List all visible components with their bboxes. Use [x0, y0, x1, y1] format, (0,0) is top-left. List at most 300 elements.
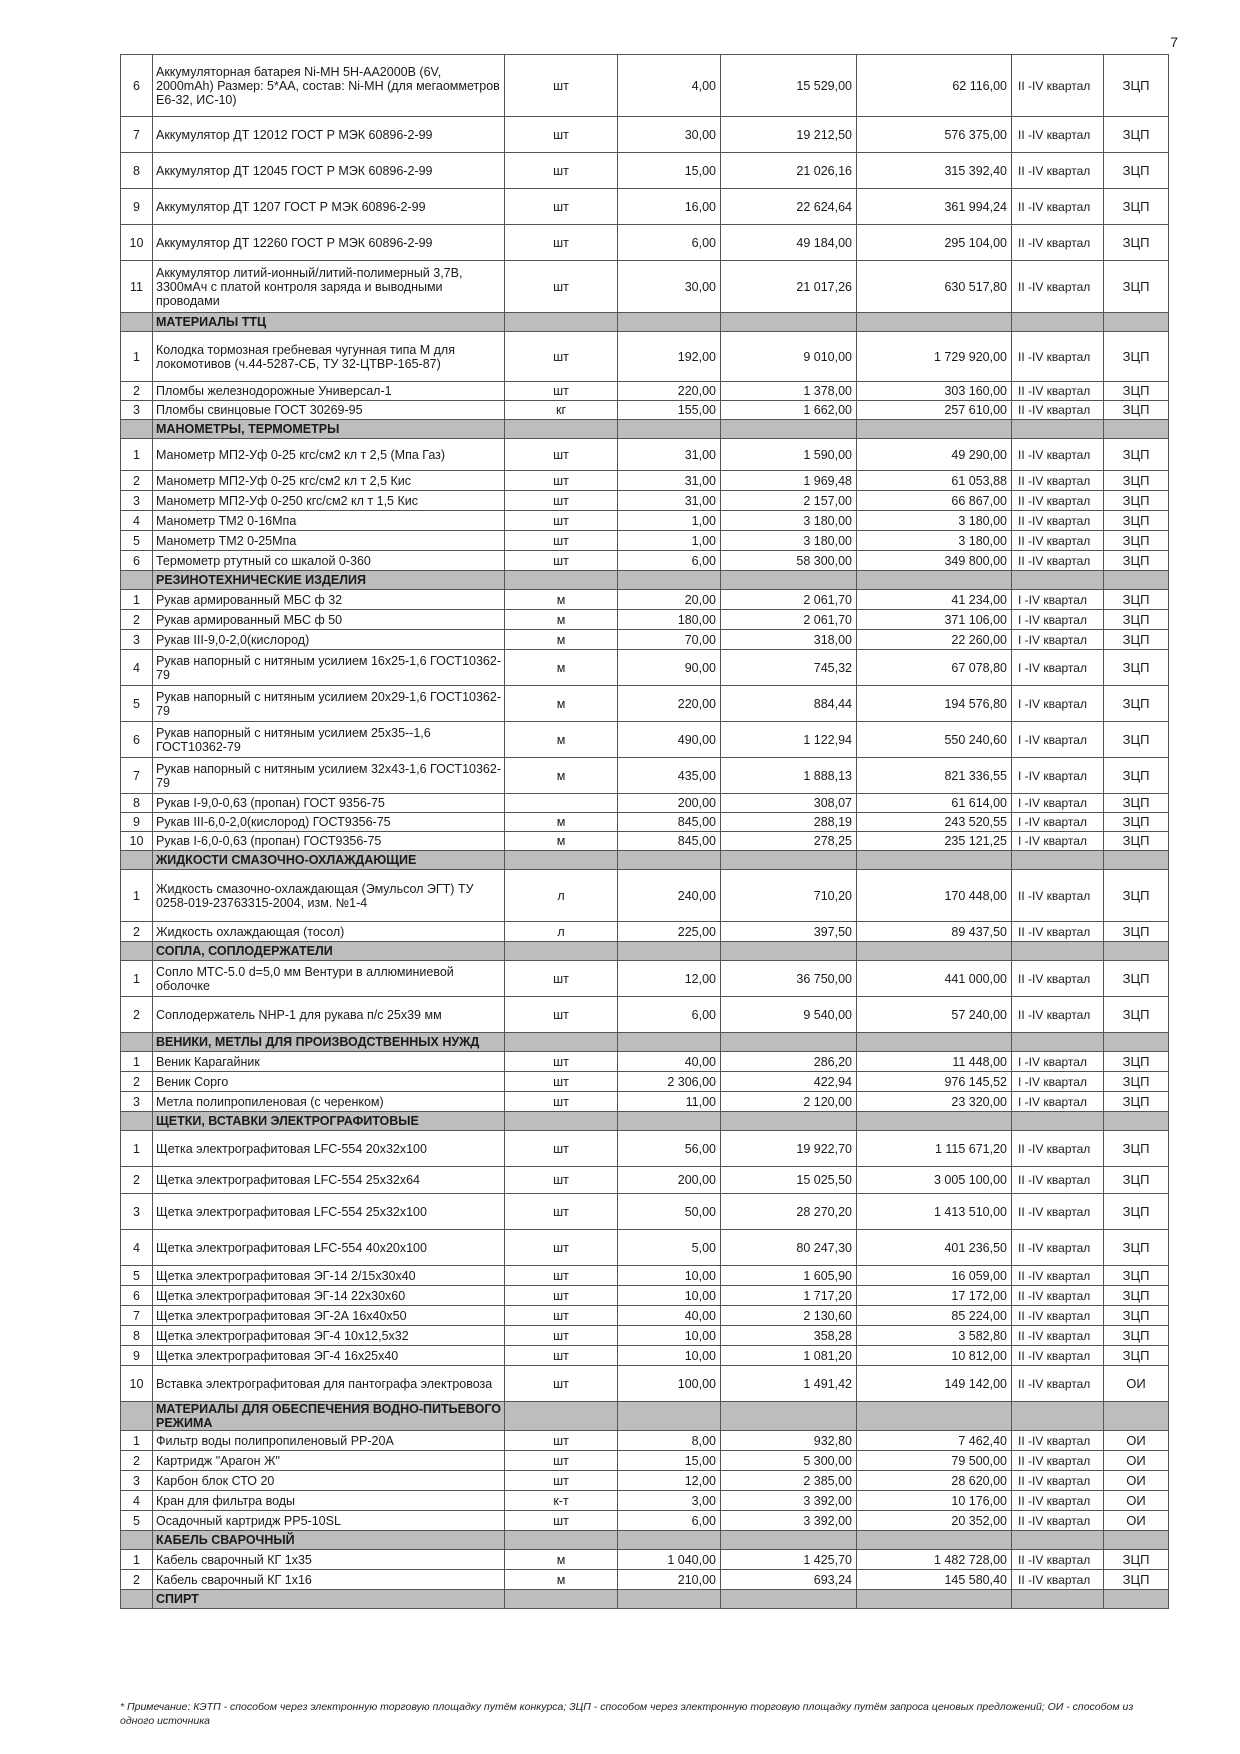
row-number: 10 [121, 832, 153, 851]
procurement-method: ЗЦП [1104, 590, 1169, 610]
total-sum: 1 729 920,00 [857, 332, 1012, 382]
total-sum: 41 234,00 [857, 590, 1012, 610]
item-name: Рукав напорный с нитяным усилием 16х25-1,6 ГОСТ10362-79 [153, 650, 505, 686]
table-row [121, 722, 1169, 758]
quantity: 31,00 [618, 439, 721, 471]
unit: м [505, 650, 618, 686]
quantity: 10,00 [618, 1266, 721, 1286]
total-sum: 630 517,80 [857, 261, 1012, 313]
item-name: Рукав армированный МБС ф 32 [153, 590, 505, 610]
section-empty-cell [857, 571, 1012, 590]
row-number: 4 [121, 511, 153, 531]
section-empty-cell [1012, 420, 1104, 439]
delivery-period: II -IV квартал [1012, 1131, 1104, 1167]
total-sum: 295 104,00 [857, 225, 1012, 261]
delivery-period: I -IV квартал [1012, 794, 1104, 813]
row-number: 11 [121, 261, 153, 313]
delivery-period: II -IV квартал [1012, 1346, 1104, 1366]
quantity: 200,00 [618, 794, 721, 813]
delivery-period: II -IV квартал [1012, 1431, 1104, 1451]
procurement-method: ЗЦП [1104, 511, 1169, 531]
quantity: 15,00 [618, 1451, 721, 1471]
table-row [121, 439, 1169, 471]
delivery-period: II -IV квартал [1012, 332, 1104, 382]
total-sum: 145 580,40 [857, 1570, 1012, 1590]
section-empty-cell [721, 420, 857, 439]
item-name: Фильтр воды полипропиленовый PP-20A [153, 1431, 505, 1451]
table-row [121, 758, 1169, 794]
total-sum: 1 413 510,00 [857, 1194, 1012, 1230]
delivery-period: II -IV квартал [1012, 491, 1104, 511]
procurement-method: ЗЦП [1104, 1230, 1169, 1266]
total-sum: 20 352,00 [857, 1511, 1012, 1531]
unit-price: 1 378,00 [721, 382, 857, 401]
unit-price: 358,28 [721, 1326, 857, 1346]
delivery-period: II -IV квартал [1012, 551, 1104, 571]
procurement-method: ЗЦП [1104, 225, 1169, 261]
procurement-method: ЗЦП [1104, 870, 1169, 922]
item-name: Аккумулятор литий-ионный/литий-полимерный 3,7В, 3300мАч с платой контроля заряда и выводными проводами [153, 261, 505, 313]
delivery-period: II -IV квартал [1012, 117, 1104, 153]
unit: шт [505, 1326, 618, 1346]
unit-price: 9 540,00 [721, 997, 857, 1033]
item-name: Термометр ртутный со шкалой 0-360 [153, 551, 505, 571]
item-name: Аккумулятор ДТ 12012 ГОСТ Р МЭК 60896-2-99 [153, 117, 505, 153]
delivery-period: II -IV квартал [1012, 55, 1104, 117]
total-sum: 170 448,00 [857, 870, 1012, 922]
quantity: 90,00 [618, 650, 721, 686]
procurement-method: ЗЦП [1104, 55, 1169, 117]
procurement-method: ЗЦП [1104, 1570, 1169, 1590]
item-name: Веник Карагайник [153, 1052, 505, 1072]
section-spacer-cell [121, 571, 153, 590]
unit: кг [505, 401, 618, 420]
section-title: РЕЗИНОТЕХНИЧЕСКИЕ ИЗДЕЛИЯ [153, 571, 505, 590]
table-row [121, 153, 1169, 189]
section-empty-cell [505, 851, 618, 870]
unit: шт [505, 1511, 618, 1531]
quantity: 56,00 [618, 1131, 721, 1167]
section-empty-cell [618, 313, 721, 332]
item-name: Щетка электрографитовая ЭГ-2А 16х40х50 [153, 1306, 505, 1326]
delivery-period: II -IV квартал [1012, 1491, 1104, 1511]
quantity: 2 306,00 [618, 1072, 721, 1092]
row-number: 1 [121, 332, 153, 382]
total-sum: 66 867,00 [857, 491, 1012, 511]
section-spacer-cell [121, 1112, 153, 1131]
item-name: Щетка электрографитовая ЭГ-14 2/15х30х40 [153, 1266, 505, 1286]
procurement-method: ЗЦП [1104, 813, 1169, 832]
section-empty-cell [505, 571, 618, 590]
row-number: 5 [121, 1511, 153, 1531]
section-empty-cell [1012, 1590, 1104, 1609]
row-number: 9 [121, 1346, 153, 1366]
unit-price: 9 010,00 [721, 332, 857, 382]
delivery-period: II -IV квартал [1012, 997, 1104, 1033]
unit: шт [505, 1471, 618, 1491]
item-name: Щетка электрографитовая ЭГ-4 16х25х40 [153, 1346, 505, 1366]
section-empty-cell [857, 851, 1012, 870]
table-row [121, 189, 1169, 225]
section-empty-cell [857, 1531, 1012, 1550]
row-number: 3 [121, 630, 153, 650]
table-row [121, 1194, 1169, 1230]
delivery-period: II -IV квартал [1012, 1266, 1104, 1286]
quantity: 155,00 [618, 401, 721, 420]
total-sum: 7 462,40 [857, 1431, 1012, 1451]
section-empty-cell [618, 1590, 721, 1609]
unit-price: 3 180,00 [721, 511, 857, 531]
quantity: 220,00 [618, 686, 721, 722]
row-number: 1 [121, 590, 153, 610]
item-name: Кран для фильтра воды [153, 1491, 505, 1511]
procurement-method: ЗЦП [1104, 332, 1169, 382]
table-row [121, 1511, 1169, 1531]
procurement-method: ОИ [1104, 1366, 1169, 1402]
row-number: 9 [121, 813, 153, 832]
table-row [121, 1550, 1169, 1570]
quantity: 5,00 [618, 1230, 721, 1266]
unit: шт [505, 1230, 618, 1266]
section-spacer-cell [121, 1033, 153, 1052]
section-empty-cell [618, 420, 721, 439]
item-name: Манометр МП2-Уф 0-25 кгс/см2 кл т 2,5 Кис [153, 471, 505, 491]
table-row [121, 261, 1169, 313]
section-empty-cell [857, 1033, 1012, 1052]
quantity: 1,00 [618, 531, 721, 551]
total-sum: 10 176,00 [857, 1491, 1012, 1511]
delivery-period: II -IV квартал [1012, 1511, 1104, 1531]
section-header-row [121, 1402, 1169, 1431]
delivery-period: I -IV квартал [1012, 610, 1104, 630]
unit: шт [505, 1266, 618, 1286]
row-number: 3 [121, 1092, 153, 1112]
row-number: 2 [121, 471, 153, 491]
section-empty-cell [721, 1531, 857, 1550]
procurement-method: ЗЦП [1104, 1052, 1169, 1072]
quantity: 40,00 [618, 1306, 721, 1326]
unit-price: 286,20 [721, 1052, 857, 1072]
procurement-method: ОИ [1104, 1491, 1169, 1511]
quantity: 6,00 [618, 1511, 721, 1531]
row-number: 3 [121, 401, 153, 420]
table-row [121, 610, 1169, 630]
section-empty-cell [505, 420, 618, 439]
unit-price: 318,00 [721, 630, 857, 650]
total-sum: 361 994,24 [857, 189, 1012, 225]
item-name: Сопло МТС-5.0 d=5,0 мм Вентури в аллюминиевой оболочке [153, 961, 505, 997]
unit: шт [505, 1092, 618, 1112]
item-name: Аккумулятор ДТ 12045 ГОСТ Р МЭК 60896-2-99 [153, 153, 505, 189]
table-row [121, 1570, 1169, 1590]
section-empty-cell [505, 942, 618, 961]
total-sum: 49 290,00 [857, 439, 1012, 471]
quantity: 435,00 [618, 758, 721, 794]
quantity: 10,00 [618, 1326, 721, 1346]
section-spacer-cell [121, 851, 153, 870]
row-number: 1 [121, 439, 153, 471]
delivery-period: I -IV квартал [1012, 758, 1104, 794]
table-row [121, 590, 1169, 610]
row-number: 1 [121, 961, 153, 997]
unit-price: 397,50 [721, 922, 857, 942]
unit-price: 2 061,70 [721, 610, 857, 630]
delivery-period: II -IV квартал [1012, 261, 1104, 313]
quantity: 240,00 [618, 870, 721, 922]
section-spacer-cell [121, 420, 153, 439]
unit: шт [505, 1052, 618, 1072]
unit-price: 2 385,00 [721, 1471, 857, 1491]
table-row [121, 551, 1169, 571]
table-row [121, 1491, 1169, 1511]
row-number: 3 [121, 1471, 153, 1491]
item-name: Аккумулятор ДТ 12260 ГОСТ Р МЭК 60896-2-99 [153, 225, 505, 261]
procurement-method: ЗЦП [1104, 189, 1169, 225]
section-spacer-cell [121, 313, 153, 332]
item-name: Аккумулятор ДТ 1207 ГОСТ Р МЭК 60896-2-99 [153, 189, 505, 225]
item-name: Колодка тормозная гребневая чугунная типа М для локомотивов (ч.44-5287-СБ, ТУ 32-ЦТВР-165-87) [153, 332, 505, 382]
total-sum: 79 500,00 [857, 1451, 1012, 1471]
unit: м [505, 1550, 618, 1570]
delivery-period: II -IV квартал [1012, 153, 1104, 189]
unit-price: 1 491,42 [721, 1366, 857, 1402]
total-sum: 10 812,00 [857, 1346, 1012, 1366]
total-sum: 149 142,00 [857, 1366, 1012, 1402]
procurement-method: ЗЦП [1104, 439, 1169, 471]
procurement-method: ЗЦП [1104, 686, 1169, 722]
table-row [121, 55, 1169, 117]
section-empty-cell [505, 1033, 618, 1052]
unit-price: 2 157,00 [721, 491, 857, 511]
table-row [121, 1052, 1169, 1072]
section-empty-cell [721, 1033, 857, 1052]
unit-price: 1 662,00 [721, 401, 857, 420]
quantity: 6,00 [618, 225, 721, 261]
total-sum: 3 005 100,00 [857, 1167, 1012, 1194]
delivery-period: II -IV квартал [1012, 471, 1104, 491]
section-title: ВЕНИКИ, МЕТЛЫ ДЛЯ ПРОИЗВОДСТВЕННЫХ НУЖД [153, 1033, 505, 1052]
unit: шт [505, 189, 618, 225]
row-number: 1 [121, 1550, 153, 1570]
row-number: 1 [121, 1052, 153, 1072]
procurement-method: ЗЦП [1104, 758, 1169, 794]
table-row [121, 1326, 1169, 1346]
table-row [121, 686, 1169, 722]
procurement-method: ЗЦП [1104, 650, 1169, 686]
procurement-method: ЗЦП [1104, 722, 1169, 758]
table-row [121, 531, 1169, 551]
quantity: 12,00 [618, 1471, 721, 1491]
section-empty-cell [505, 1112, 618, 1131]
quantity: 220,00 [618, 382, 721, 401]
procurement-method: ЗЦП [1104, 261, 1169, 313]
section-header-row [121, 851, 1169, 870]
item-name: Рукав I-6,0-0,63 (пропан) ГОСТ9356-75 [153, 832, 505, 851]
table-row [121, 630, 1169, 650]
row-number: 7 [121, 758, 153, 794]
row-number: 2 [121, 1072, 153, 1092]
procurement-method: ЗЦП [1104, 382, 1169, 401]
procurement-method: ЗЦП [1104, 610, 1169, 630]
procurement-method: ЗЦП [1104, 1266, 1169, 1286]
unit-price: 1 888,13 [721, 758, 857, 794]
delivery-period: II -IV квартал [1012, 531, 1104, 551]
total-sum: 401 236,50 [857, 1230, 1012, 1266]
table-row [121, 1431, 1169, 1451]
table-row [121, 1230, 1169, 1266]
unit-price: 1 081,20 [721, 1346, 857, 1366]
delivery-period: I -IV квартал [1012, 590, 1104, 610]
procurement-method: ОИ [1104, 1471, 1169, 1491]
table-row [121, 813, 1169, 832]
item-name: Рукав III-6,0-2,0(кислород) ГОСТ9356-75 [153, 813, 505, 832]
quantity: 180,00 [618, 610, 721, 630]
unit: шт [505, 551, 618, 571]
section-empty-cell [1012, 1033, 1104, 1052]
quantity: 20,00 [618, 590, 721, 610]
quantity: 31,00 [618, 471, 721, 491]
quantity: 15,00 [618, 153, 721, 189]
row-number: 8 [121, 1326, 153, 1346]
total-sum: 16 059,00 [857, 1266, 1012, 1286]
unit-price: 1 969,48 [721, 471, 857, 491]
unit-price: 1 605,90 [721, 1266, 857, 1286]
procurement-method: ЗЦП [1104, 551, 1169, 571]
item-name: Рукав армированный МБС ф 50 [153, 610, 505, 630]
table-row [121, 961, 1169, 997]
total-sum: 243 520,55 [857, 813, 1012, 832]
section-empty-cell [1104, 1112, 1169, 1131]
item-name: Щетка электрографитовая LFC-554 40х20х100 [153, 1230, 505, 1266]
quantity: 100,00 [618, 1366, 721, 1402]
procurement-method: ОИ [1104, 1511, 1169, 1531]
section-empty-cell [721, 851, 857, 870]
quantity: 10,00 [618, 1346, 721, 1366]
section-empty-cell [1012, 571, 1104, 590]
item-name: Манометр МП2-Уф 0-250 кгс/см2 кл т 1,5 Кис [153, 491, 505, 511]
total-sum: 576 375,00 [857, 117, 1012, 153]
section-empty-cell [857, 942, 1012, 961]
section-empty-cell [857, 1112, 1012, 1131]
total-sum: 1 115 671,20 [857, 1131, 1012, 1167]
delivery-period: II -IV квартал [1012, 1230, 1104, 1266]
unit-price: 22 624,64 [721, 189, 857, 225]
row-number: 1 [121, 1431, 153, 1451]
unit: шт [505, 261, 618, 313]
item-name: Картридж "Арагон Ж" [153, 1451, 505, 1471]
total-sum: 315 392,40 [857, 153, 1012, 189]
section-empty-cell [721, 1402, 857, 1431]
section-empty-cell [618, 942, 721, 961]
table-row [121, 511, 1169, 531]
unit-price: 288,19 [721, 813, 857, 832]
procurement-method: ЗЦП [1104, 1286, 1169, 1306]
unit [505, 794, 618, 813]
unit-price: 3 392,00 [721, 1491, 857, 1511]
item-name: Рукав III-9,0-2,0(кислород) [153, 630, 505, 650]
unit: м [505, 590, 618, 610]
total-sum: 67 078,80 [857, 650, 1012, 686]
row-number: 8 [121, 153, 153, 189]
item-name: Аккумуляторная батарея Ni-MH 5H-AA2000B (6V, 2000mAh) Размер: 5*АА, состав: Ni-MH (для мегаомметров Е6-32, ИС-10) [153, 55, 505, 117]
unit: шт [505, 511, 618, 531]
procurement-method: ЗЦП [1104, 491, 1169, 511]
item-name: Осадочный картридж PP5-10SL [153, 1511, 505, 1531]
section-header-row [121, 313, 1169, 332]
total-sum: 303 160,00 [857, 382, 1012, 401]
unit-price: 422,94 [721, 1072, 857, 1092]
quantity: 10,00 [618, 1286, 721, 1306]
unit: шт [505, 225, 618, 261]
section-empty-cell [1104, 1590, 1169, 1609]
quantity: 40,00 [618, 1052, 721, 1072]
delivery-period: II -IV квартал [1012, 1326, 1104, 1346]
section-empty-cell [1012, 851, 1104, 870]
quantity: 845,00 [618, 832, 721, 851]
unit-price: 15 529,00 [721, 55, 857, 117]
section-title: ЩЕТКИ, ВСТАВКИ ЭЛЕКТРОГРАФИТОВЫЕ [153, 1112, 505, 1131]
unit: шт [505, 55, 618, 117]
quantity: 1,00 [618, 511, 721, 531]
item-name: Щетка электрографитовая ЭГ-14 22х30х60 [153, 1286, 505, 1306]
table-row [121, 1346, 1169, 1366]
total-sum: 89 437,50 [857, 922, 1012, 942]
unit-price: 49 184,00 [721, 225, 857, 261]
unit: м [505, 758, 618, 794]
table-row [121, 332, 1169, 382]
section-empty-cell [1012, 1112, 1104, 1131]
section-header-row [121, 1590, 1169, 1609]
row-number: 7 [121, 1306, 153, 1326]
section-empty-cell [1104, 571, 1169, 590]
total-sum: 23 320,00 [857, 1092, 1012, 1112]
unit-price: 278,25 [721, 832, 857, 851]
procurement-method: ЗЦП [1104, 1072, 1169, 1092]
unit: шт [505, 1194, 618, 1230]
row-number: 5 [121, 531, 153, 551]
total-sum: 371 106,00 [857, 610, 1012, 630]
delivery-period: II -IV квартал [1012, 870, 1104, 922]
unit: шт [505, 531, 618, 551]
section-title: ЖИДКОСТИ СМАЗОЧНО-ОХЛАЖДАЮЩИЕ [153, 851, 505, 870]
section-empty-cell [618, 1033, 721, 1052]
procurement-method: ЗЦП [1104, 832, 1169, 851]
total-sum: 62 116,00 [857, 55, 1012, 117]
unit-price: 932,80 [721, 1431, 857, 1451]
unit-price: 21 017,26 [721, 261, 857, 313]
section-title: КАБЕЛЬ СВАРОЧНЫЙ [153, 1531, 505, 1550]
section-spacer-cell [121, 942, 153, 961]
section-header-row [121, 1033, 1169, 1052]
item-name: Щетка электрографитовая ЭГ-4 10х12,5х32 [153, 1326, 505, 1346]
table-row [121, 225, 1169, 261]
section-empty-cell [505, 1531, 618, 1550]
quantity: 16,00 [618, 189, 721, 225]
section-header-row [121, 571, 1169, 590]
item-name: Рукав I-9,0-0,63 (пропан) ГОСТ 9356-75 [153, 794, 505, 813]
unit: шт [505, 1072, 618, 1092]
unit-price: 28 270,20 [721, 1194, 857, 1230]
item-name: Манометр ТМ2 0-16Мпа [153, 511, 505, 531]
item-name: Рукав напорный с нитяным усилием 32х43-1,6 ГОСТ10362-79 [153, 758, 505, 794]
row-number: 2 [121, 997, 153, 1033]
row-number: 6 [121, 1286, 153, 1306]
table-row [121, 1266, 1169, 1286]
total-sum: 550 240,60 [857, 722, 1012, 758]
unit-price: 884,44 [721, 686, 857, 722]
row-number: 2 [121, 382, 153, 401]
section-empty-cell [1104, 313, 1169, 332]
